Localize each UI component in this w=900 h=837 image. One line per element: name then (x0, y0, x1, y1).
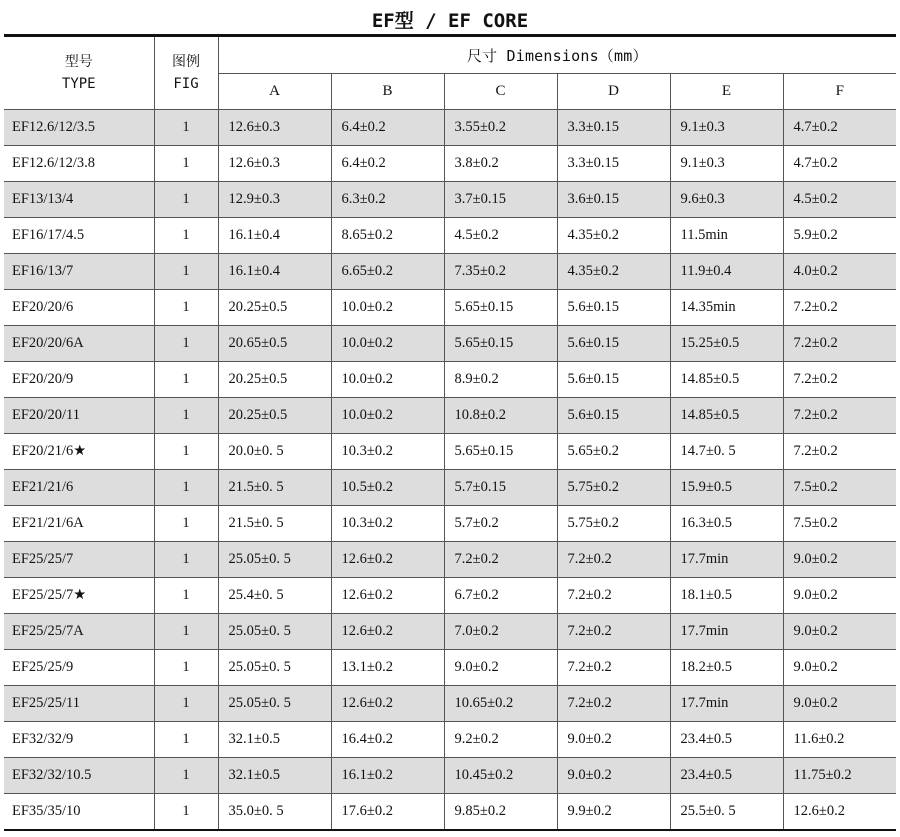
cell-d: 3.3±0.15 (557, 110, 670, 146)
cell-e: 16.3±0.5 (670, 506, 783, 542)
cell-b: 10.3±0.2 (331, 434, 444, 470)
cell-d: 3.3±0.15 (557, 146, 670, 182)
cell-a: 16.1±0.4 (218, 254, 331, 290)
cell-b: 12.6±0.2 (331, 614, 444, 650)
cell-d: 5.75±0.2 (557, 470, 670, 506)
cell-c: 6.7±0.2 (444, 578, 557, 614)
type-column-header (4, 36, 154, 110)
cell-a: 32.1±0.5 (218, 758, 331, 794)
cell-c: 3.55±0.2 (444, 110, 557, 146)
cell-b: 12.6±0.2 (331, 578, 444, 614)
cell-type: EF16/17/4.5 (4, 218, 154, 254)
cell-type: EF20/20/9 (4, 362, 154, 398)
cell-e: 14.85±0.5 (670, 398, 783, 434)
table-row (4, 506, 896, 542)
cell-a: 25.05±0. 5 (218, 542, 331, 578)
cell-e: 9.6±0.3 (670, 182, 783, 218)
table-row (4, 254, 896, 290)
cell-d: 7.2±0.2 (557, 542, 670, 578)
cell-c: 7.0±0.2 (444, 614, 557, 650)
cell-a: 20.25±0.5 (218, 290, 331, 326)
cell-d: 4.35±0.2 (557, 254, 670, 290)
cell-fig: 1 (154, 254, 218, 290)
cell-e: 18.2±0.5 (670, 650, 783, 686)
cell-d: 9.0±0.2 (557, 722, 670, 758)
cell-c: 10.65±0.2 (444, 686, 557, 722)
cell-b: 6.4±0.2 (331, 110, 444, 146)
column-header-b: B (331, 74, 444, 110)
cell-c: 9.0±0.2 (444, 650, 557, 686)
table-row (4, 434, 896, 470)
cell-e: 14.35min (670, 290, 783, 326)
cell-a: 21.5±0. 5 (218, 470, 331, 506)
cell-c: 10.8±0.2 (444, 398, 557, 434)
cell-d: 9.0±0.2 (557, 758, 670, 794)
cell-e: 18.1±0.5 (670, 578, 783, 614)
cell-f: 9.0±0.2 (783, 686, 896, 722)
cell-c: 4.5±0.2 (444, 218, 557, 254)
cell-c: 8.9±0.2 (444, 362, 557, 398)
cell-c: 5.65±0.15 (444, 326, 557, 362)
cell-b: 13.1±0.2 (331, 650, 444, 686)
cell-f: 4.5±0.2 (783, 182, 896, 218)
table-row (4, 326, 896, 362)
cell-d: 5.6±0.15 (557, 362, 670, 398)
cell-a: 20.0±0. 5 (218, 434, 331, 470)
cell-e: 17.7min (670, 614, 783, 650)
cell-fig: 1 (154, 218, 218, 254)
cell-b: 16.1±0.2 (331, 758, 444, 794)
cell-f: 9.0±0.2 (783, 578, 896, 614)
cell-type: EF21/21/6A (4, 506, 154, 542)
cell-d: 5.6±0.15 (557, 398, 670, 434)
cell-fig: 1 (154, 794, 218, 831)
cell-b: 12.6±0.2 (331, 686, 444, 722)
cell-fig: 1 (154, 722, 218, 758)
cell-d: 5.75±0.2 (557, 506, 670, 542)
cell-type: EF25/25/11 (4, 686, 154, 722)
table-row (4, 398, 896, 434)
cell-b: 10.5±0.2 (331, 470, 444, 506)
cell-b: 8.65±0.2 (331, 218, 444, 254)
cell-type: EF25/25/7 (4, 542, 154, 578)
cell-e: 25.5±0. 5 (670, 794, 783, 831)
table-row (4, 218, 896, 254)
cell-c: 9.2±0.2 (444, 722, 557, 758)
cell-type: EF25/25/7A (4, 614, 154, 650)
cell-c: 5.7±0.15 (444, 470, 557, 506)
cell-f: 4.7±0.2 (783, 110, 896, 146)
cell-b: 6.4±0.2 (331, 146, 444, 182)
cell-f: 9.0±0.2 (783, 542, 896, 578)
cell-e: 17.7min (670, 686, 783, 722)
cell-fig: 1 (154, 146, 218, 182)
cell-a: 32.1±0.5 (218, 722, 331, 758)
cell-a: 20.65±0.5 (218, 326, 331, 362)
cell-fig: 1 (154, 326, 218, 362)
cell-b: 6.3±0.2 (331, 182, 444, 218)
table-row (4, 146, 896, 182)
cell-type: EF32/32/10.5 (4, 758, 154, 794)
cell-f: 7.5±0.2 (783, 506, 896, 542)
cell-fig: 1 (154, 578, 218, 614)
cell-a: 35.0±0. 5 (218, 794, 331, 831)
cell-f: 12.6±0.2 (783, 794, 896, 831)
cell-b: 16.4±0.2 (331, 722, 444, 758)
table-row (4, 290, 896, 326)
column-header-e: E (670, 74, 783, 110)
table-row (4, 578, 896, 614)
cell-e: 23.4±0.5 (670, 722, 783, 758)
cell-fig: 1 (154, 542, 218, 578)
cell-f: 7.2±0.2 (783, 398, 896, 434)
cell-b: 10.0±0.2 (331, 398, 444, 434)
cell-e: 9.1±0.3 (670, 110, 783, 146)
table-row (4, 794, 896, 831)
cell-fig: 1 (154, 686, 218, 722)
table-row (4, 182, 896, 218)
cell-d: 5.65±0.2 (557, 434, 670, 470)
cell-f: 5.9±0.2 (783, 218, 896, 254)
cell-a: 25.4±0. 5 (218, 578, 331, 614)
cell-e: 15.25±0.5 (670, 326, 783, 362)
cell-b: 12.6±0.2 (331, 542, 444, 578)
cell-c: 10.45±0.2 (444, 758, 557, 794)
cell-fig: 1 (154, 650, 218, 686)
cell-type: EF12.6/12/3.5 (4, 110, 154, 146)
cell-a: 20.25±0.5 (218, 398, 331, 434)
cell-d: 5.6±0.15 (557, 290, 670, 326)
cell-a: 25.05±0. 5 (218, 614, 331, 650)
cell-type: EF25/25/7★ (4, 578, 154, 614)
cell-d: 3.6±0.15 (557, 182, 670, 218)
cell-c: 9.85±0.2 (444, 794, 557, 831)
cell-b: 17.6±0.2 (331, 794, 444, 831)
dimensions-header: 尺寸 Dimensions（mm） (218, 36, 896, 74)
cell-a: 20.25±0.5 (218, 362, 331, 398)
cell-f: 7.5±0.2 (783, 470, 896, 506)
cell-fig: 1 (154, 470, 218, 506)
cell-fig: 1 (154, 182, 218, 218)
cell-a: 12.9±0.3 (218, 182, 331, 218)
cell-c: 3.8±0.2 (444, 146, 557, 182)
cell-b: 10.0±0.2 (331, 326, 444, 362)
column-header-c: C (444, 74, 557, 110)
table-row (4, 722, 896, 758)
cell-c: 3.7±0.15 (444, 182, 557, 218)
cell-fig: 1 (154, 290, 218, 326)
table-row (4, 686, 896, 722)
cell-type: EF21/21/6 (4, 470, 154, 506)
cell-b: 10.3±0.2 (331, 506, 444, 542)
cell-type: EF13/13/4 (4, 182, 154, 218)
table-body (4, 110, 896, 831)
cell-d: 4.35±0.2 (557, 218, 670, 254)
cell-c: 7.2±0.2 (444, 542, 557, 578)
cell-c: 5.65±0.15 (444, 290, 557, 326)
cell-a: 25.05±0. 5 (218, 650, 331, 686)
cell-a: 25.05±0. 5 (218, 686, 331, 722)
cell-f: 9.0±0.2 (783, 650, 896, 686)
cell-a: 12.6±0.3 (218, 146, 331, 182)
table-row (4, 542, 896, 578)
type-header-en: TYPE (61, 76, 96, 92)
cell-a: 16.1±0.4 (218, 218, 331, 254)
cell-a: 21.5±0. 5 (218, 506, 331, 542)
cell-f: 4.0±0.2 (783, 254, 896, 290)
cell-fig: 1 (154, 110, 218, 146)
cell-fig: 1 (154, 362, 218, 398)
fig-header-en: FIG (173, 76, 199, 92)
table-row (4, 110, 896, 146)
cell-d: 7.2±0.2 (557, 578, 670, 614)
cell-type: EF20/20/11 (4, 398, 154, 434)
cell-e: 15.9±0.5 (670, 470, 783, 506)
cell-c: 5.65±0.15 (444, 434, 557, 470)
cell-fig: 1 (154, 398, 218, 434)
cell-fig: 1 (154, 614, 218, 650)
cell-fig: 1 (154, 506, 218, 542)
cell-e: 11.5min (670, 218, 783, 254)
cell-fig: 1 (154, 758, 218, 794)
cell-f: 7.2±0.2 (783, 326, 896, 362)
fig-column-header (154, 36, 218, 110)
cell-type: EF25/25/9 (4, 650, 154, 686)
type-header-cn: 型号 (64, 54, 93, 70)
cell-type: EF12.6/12/3.8 (4, 146, 154, 182)
cell-c: 5.7±0.2 (444, 506, 557, 542)
cell-f: 11.6±0.2 (783, 722, 896, 758)
cell-d: 7.2±0.2 (557, 650, 670, 686)
cell-e: 23.4±0.5 (670, 758, 783, 794)
column-header-a: A (218, 74, 331, 110)
cell-d: 7.2±0.2 (557, 614, 670, 650)
cell-e: 9.1±0.3 (670, 146, 783, 182)
column-header-d: D (557, 74, 670, 110)
cell-b: 10.0±0.2 (331, 362, 444, 398)
cell-type: EF32/32/9 (4, 722, 154, 758)
cell-d: 9.9±0.2 (557, 794, 670, 831)
table-row (4, 650, 896, 686)
cell-type: EF16/13/7 (4, 254, 154, 290)
table-row (4, 470, 896, 506)
table-row (4, 614, 896, 650)
cell-a: 12.6±0.3 (218, 110, 331, 146)
cell-e: 11.9±0.4 (670, 254, 783, 290)
cell-f: 4.7±0.2 (783, 146, 896, 182)
cell-d: 5.6±0.15 (557, 326, 670, 362)
table-title: EF型 / EF CORE (371, 10, 529, 32)
ef-core-dimensions-table (4, 34, 896, 831)
cell-type: EF35/35/10 (4, 794, 154, 831)
cell-d: 7.2±0.2 (557, 686, 670, 722)
cell-f: 11.75±0.2 (783, 758, 896, 794)
cell-e: 17.7min (670, 542, 783, 578)
table-row (4, 362, 896, 398)
cell-e: 14.85±0.5 (670, 362, 783, 398)
cell-f: 7.2±0.2 (783, 434, 896, 470)
column-header-f: F (783, 74, 896, 110)
cell-f: 7.2±0.2 (783, 290, 896, 326)
cell-b: 6.65±0.2 (331, 254, 444, 290)
cell-e: 14.7±0. 5 (670, 434, 783, 470)
cell-type: EF20/21/6★ (4, 434, 154, 470)
table-row (4, 758, 896, 794)
cell-f: 7.2±0.2 (783, 362, 896, 398)
fig-header-cn: 图例 (172, 54, 200, 70)
cell-fig: 1 (154, 434, 218, 470)
cell-type: EF20/20/6A (4, 326, 154, 362)
cell-b: 10.0±0.2 (331, 290, 444, 326)
cell-f: 9.0±0.2 (783, 614, 896, 650)
cell-c: 7.35±0.2 (444, 254, 557, 290)
cell-type: EF20/20/6 (4, 290, 154, 326)
